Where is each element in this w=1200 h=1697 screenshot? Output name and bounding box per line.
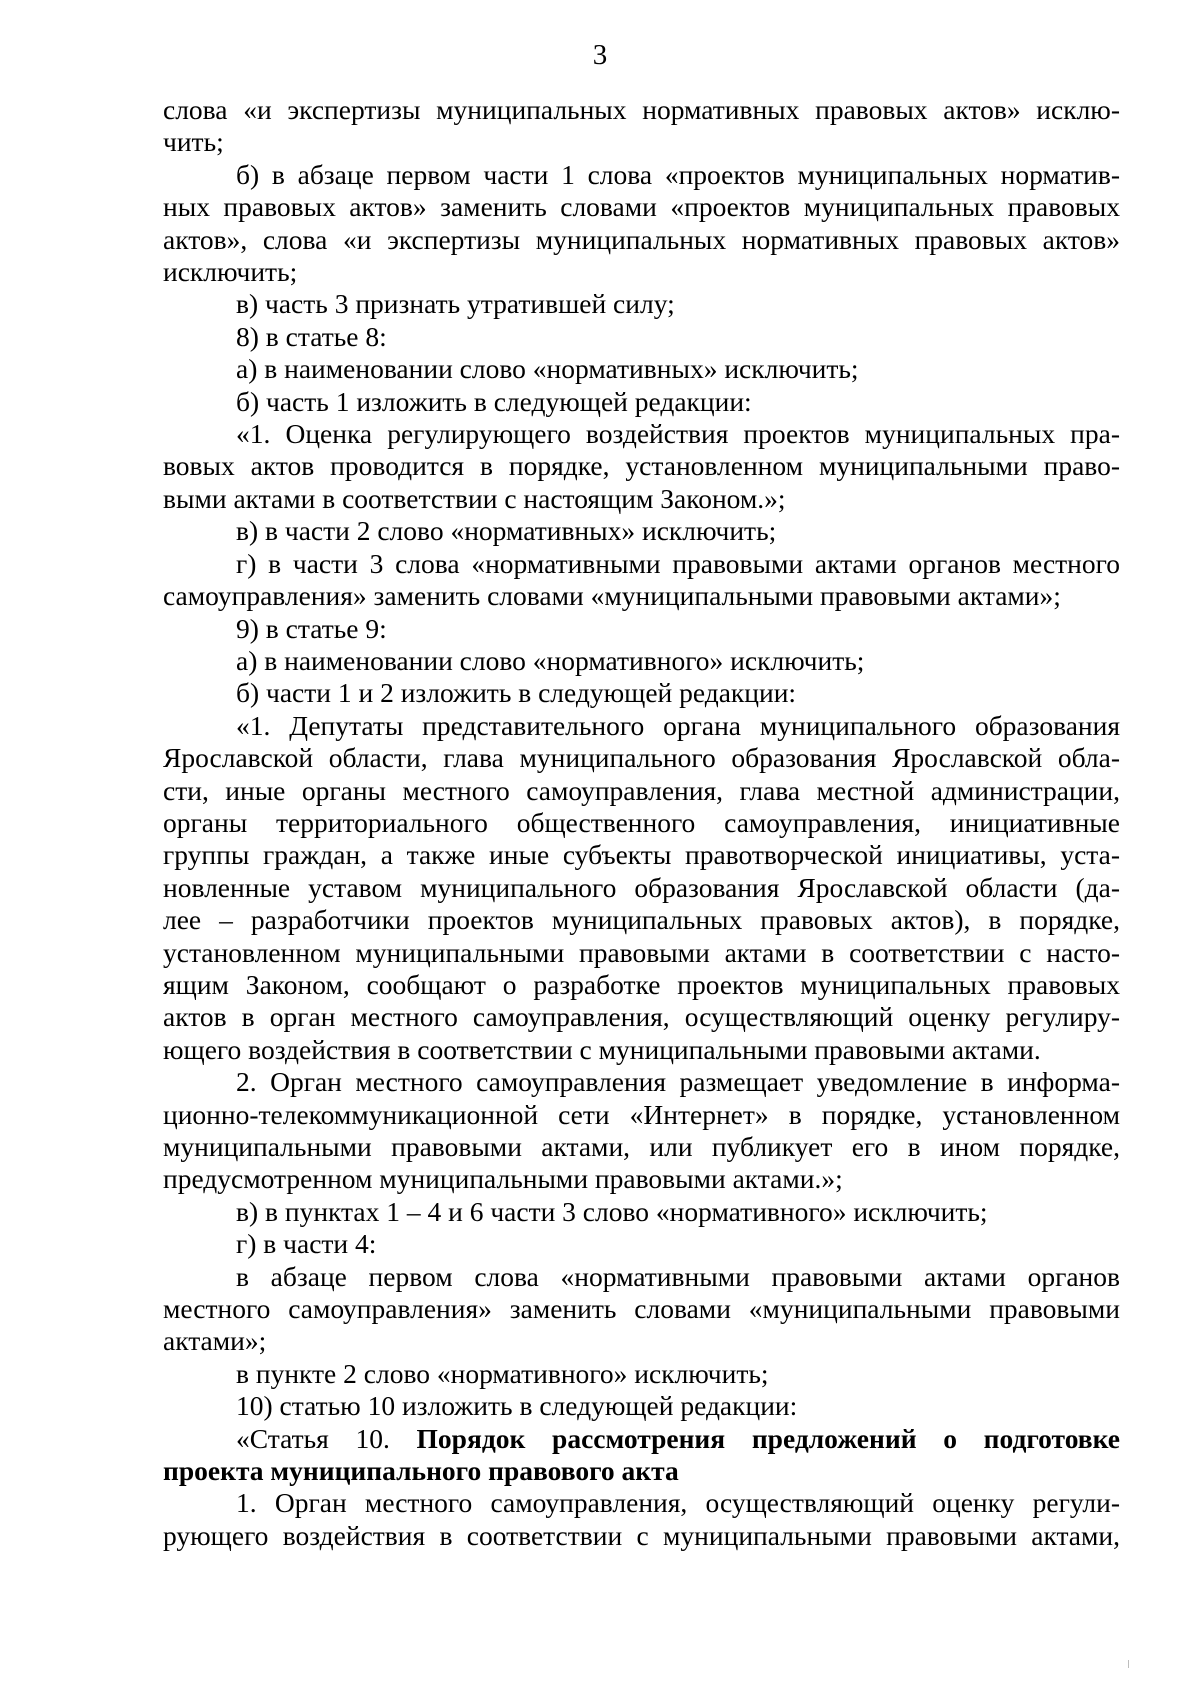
text-line: б) части 1 и 2 изложить в следующей редакции: xyxy=(236,677,797,709)
quoted-paragraph-2-cont xyxy=(163,1099,1120,1196)
text-line: г) в части 3 слова «нормативными правовыми актами органов местного xyxy=(236,547,1120,579)
text-line: в) в пунктах 1 – 4 и 6 части 3 слово «нормативного» исключить; xyxy=(236,1195,988,1227)
text-line: 8) в статье 8: xyxy=(236,320,387,352)
text-line: установленном муниципальными правовыми актами в соответствии с насто- xyxy=(163,936,1120,968)
quoted-paragraph-2 xyxy=(163,1066,1120,1098)
text-line: группы граждан, а также иные субъекты правотворческой инициативы, уста- xyxy=(163,839,1120,871)
paragraph-continuation xyxy=(163,94,1120,159)
text-line: актов в орган местного самоуправления, осуществляющий оценку регулиру- xyxy=(163,1001,1120,1033)
text-line: а) в наименовании слово «нормативного» исключить; xyxy=(236,644,865,676)
text-line: 1. Орган местного самоуправления, осуществляющий оценку регули- xyxy=(236,1487,1120,1519)
text-line: ных правовых актов» заменить словами «проектов муниципальных правовых xyxy=(163,191,1120,223)
text-line: 9) в статье 9: xyxy=(236,612,387,644)
text-line: лее – разработчики проектов муниципальных правовых актов), в порядке, xyxy=(163,904,1120,936)
quoted-paragraph-cont xyxy=(163,450,1120,515)
article-title-cont: проекта муниципального правового акта xyxy=(163,1455,679,1487)
text-line: 2. Орган местного самоуправления размещает уведомление в информа- xyxy=(236,1066,1120,1098)
paragraph-item-a xyxy=(163,645,1120,677)
text-line: Ярославской области, глава муниципального образования Ярославской обла- xyxy=(163,742,1120,774)
text-line: исключить; xyxy=(163,256,298,288)
text-line: органы территориального общественного самоуправления, инициативные xyxy=(163,806,1120,838)
quoted-paragraph-1 xyxy=(163,710,1120,742)
text-line: ящим Законом, сообщают о разработке проектов муниципальных правовых xyxy=(163,968,1120,1000)
page-number: 3 xyxy=(592,39,608,71)
paragraph-item-b xyxy=(163,677,1120,709)
article-label: «Статья 10. xyxy=(236,1422,417,1454)
paragraph-item-b xyxy=(163,386,1120,418)
paragraph-article-10 xyxy=(163,1390,1120,1422)
paragraph-item-v xyxy=(163,515,1120,547)
paragraph-item-g xyxy=(163,1228,1120,1260)
paragraph-item-v xyxy=(163,288,1120,320)
text-line: в) часть 3 признать утратившей силу; xyxy=(236,288,675,320)
article-title: Порядок рассмотрения предложений о подготовке xyxy=(416,1422,1120,1454)
text-line: рующего воздействия в соответствии с муниципальными правовыми актами, xyxy=(163,1519,1120,1551)
paragraph-item-b xyxy=(163,159,1120,191)
text-line: выми актами в соответствии с настоящим Законом.»; xyxy=(163,482,786,514)
paragraph-article-9 xyxy=(163,613,1120,645)
text-line: предусмотренном муниципальными правовыми актами.»; xyxy=(163,1163,843,1195)
text-line: а) в наименовании слово «нормативных» исключить; xyxy=(236,353,859,385)
article-heading-line xyxy=(236,1423,1120,1455)
text-line: б) часть 1 изложить в следующей редакции: xyxy=(236,385,752,417)
text-line: сти, иные органы местного самоуправления, глава местной администрации, xyxy=(163,774,1120,806)
text-line: новленные уставом муниципального образования Ярославской области (да- xyxy=(163,871,1120,903)
article-10-part-1-cont xyxy=(163,1520,1120,1552)
paragraph-article-8 xyxy=(163,321,1120,353)
paragraph-first-subparagraph-cont xyxy=(163,1293,1120,1358)
text-line: г) в части 4: xyxy=(236,1228,377,1260)
paragraph-item-b-cont xyxy=(163,191,1120,288)
text-line: в абзаце первом слова «нормативными правовыми актами органов xyxy=(236,1260,1120,1292)
article-10-heading xyxy=(163,1423,1120,1455)
text-line: муниципальными правовыми актами, или публикует его в ином порядке, xyxy=(163,1131,1120,1162)
text-line: актами»; xyxy=(163,1325,267,1357)
document-body xyxy=(163,94,1120,1552)
text-line: ционно-телекоммуникационной сети «Интернет» в порядке, установленном xyxy=(163,1098,1120,1130)
text-line: слова «и экспертизы муниципальных нормативных правовых актов» исклю- xyxy=(163,94,1120,125)
quoted-paragraph-1-cont xyxy=(163,742,1120,1066)
text-line: чить; xyxy=(163,126,224,158)
text-line: самоуправления» заменить словами «муниципальными правовыми актами»; xyxy=(163,580,1061,612)
paragraph-item-a xyxy=(163,353,1120,385)
text-line: актов», слова «и экспертизы муниципальных нормативных правовых актов» xyxy=(163,223,1120,255)
article-10-part-1 xyxy=(163,1487,1120,1519)
text-line: вовых актов проводится в порядке, установленном муниципальными право- xyxy=(163,450,1120,482)
text-line: «1. Депутаты представительного органа муниципального образования xyxy=(236,709,1120,741)
paragraph-item-g xyxy=(163,548,1120,580)
text-line: местного самоуправления» заменить словами «муниципальными правовыми xyxy=(163,1293,1120,1325)
paragraph-first-subparagraph xyxy=(163,1261,1120,1293)
text-line: ющего воздействия в соответствии с муниципальными правовыми актами. xyxy=(163,1033,1041,1065)
paragraph-item-v xyxy=(163,1196,1120,1228)
scan-mark xyxy=(1128,1660,1129,1668)
paragraph-item-g-cont xyxy=(163,580,1120,612)
text-line: 10) статью 10 изложить в следующей редакции: xyxy=(236,1390,798,1422)
text-line: в пункте 2 слово «нормативного» исключить; xyxy=(236,1357,769,1389)
text-line: б) в абзаце первом части 1 слова «проектов муниципальных норматив- xyxy=(236,158,1120,190)
quoted-paragraph xyxy=(163,418,1120,450)
paragraph-point-2 xyxy=(163,1358,1120,1390)
text-line: «1. Оценка регулирующего воздействия проектов муниципальных пра- xyxy=(236,418,1120,450)
text-line: в) в части 2 слово «нормативных» исключить; xyxy=(236,515,777,547)
article-10-heading-cont xyxy=(163,1455,1120,1487)
